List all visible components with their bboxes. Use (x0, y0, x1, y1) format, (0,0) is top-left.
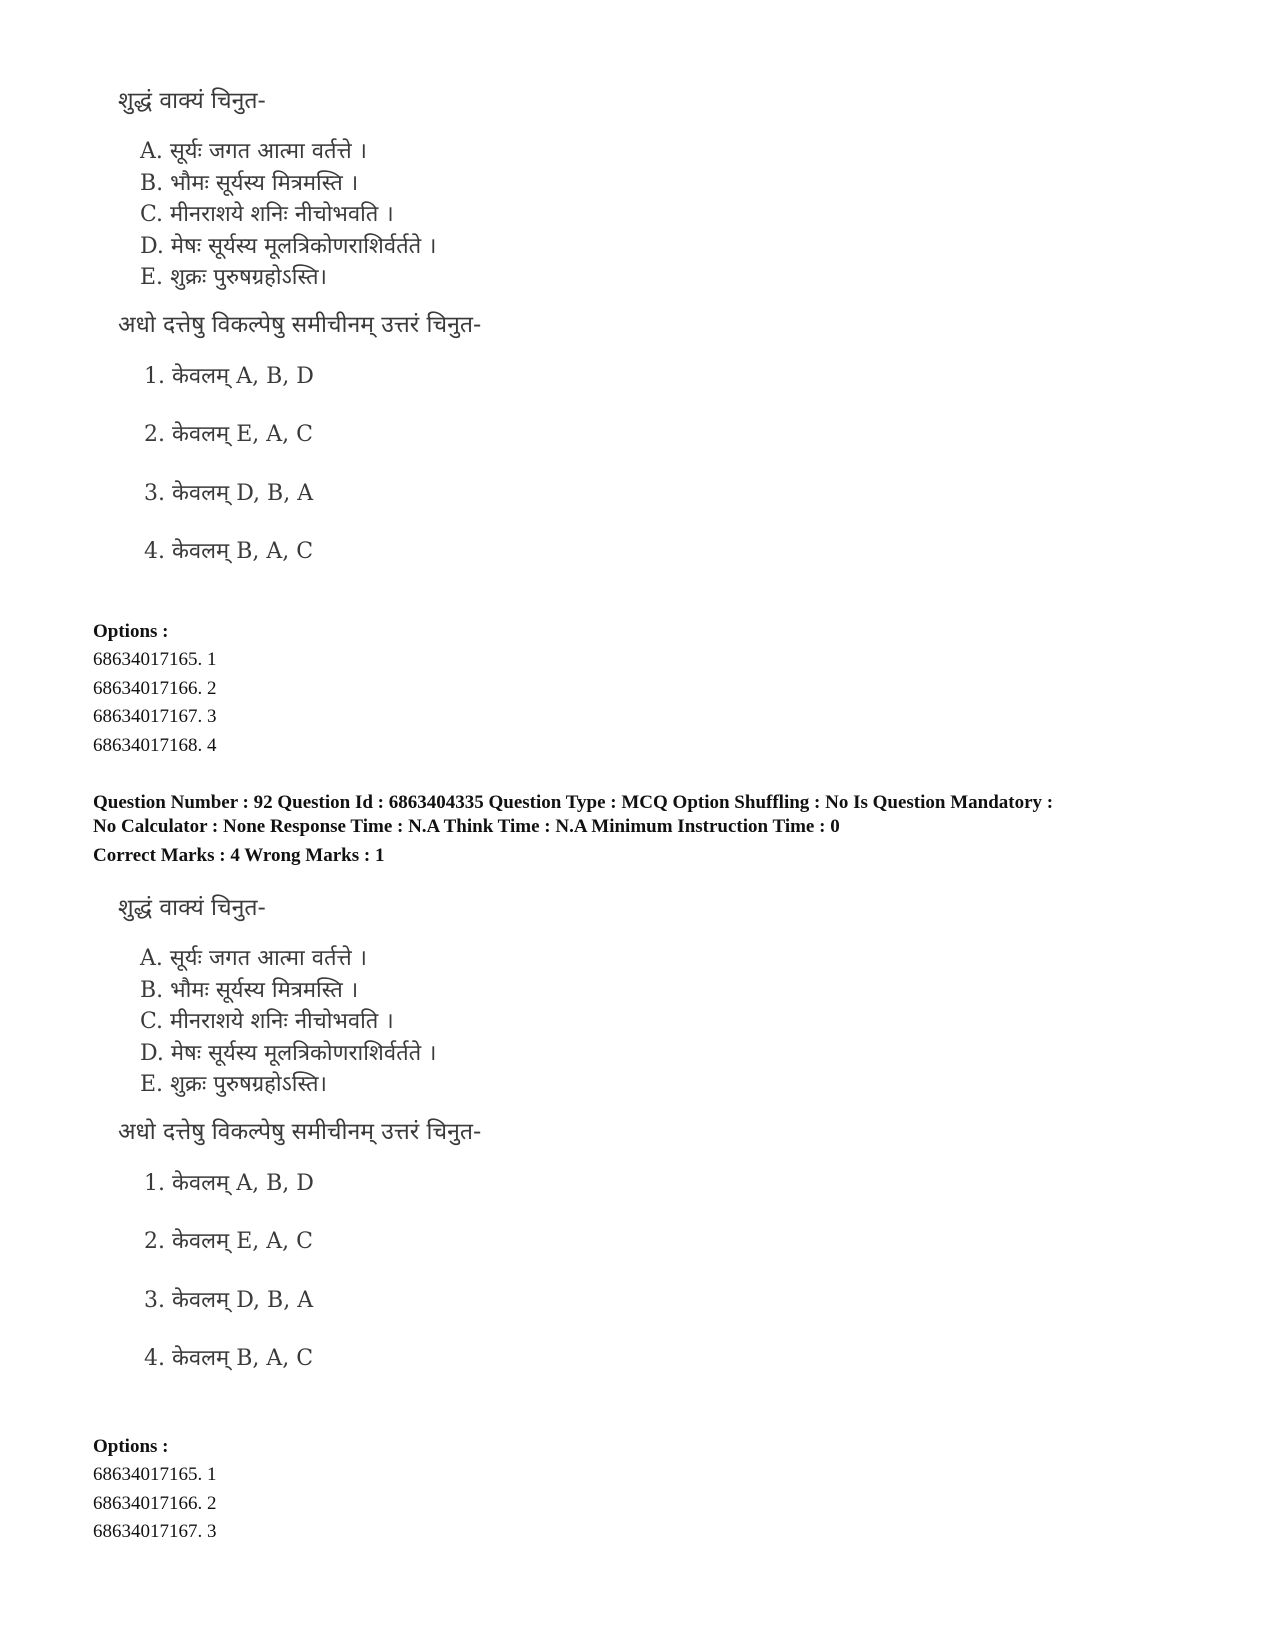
question-image-block-2 (118, 893, 818, 1374)
options-heading: Options : (93, 621, 169, 642)
question-title: शुद्धं वाक्यं चिनुत- (118, 88, 266, 114)
statement-item: E. शुक्रः पुरुषग्रहोऽस्ति। (140, 1072, 327, 1097)
statement-item: C. मीनराशये शनिः नीचोभवति । (140, 202, 394, 227)
question-instruction: अधो दत्तेषु विकल्पेषु समीचीनम् उत्तरं चिनुत- (118, 311, 482, 338)
choice-item: 2. केवलम् E, A, C (144, 1229, 313, 1254)
statement-item: A. सूर्यः जगत आत्मा वर्तत्ते । (140, 139, 368, 164)
option-item: 68634017166. 2 (93, 1492, 217, 1514)
statement-item: C. मीनराशये शनिः नीचोभवति । (140, 1009, 394, 1034)
statement-item: B. भौमः सूर्यस्य मित्रमस्ति । (140, 170, 359, 196)
options-section-2 (93, 1433, 217, 1547)
options-list (93, 1461, 217, 1547)
choice-item: 4. केवलम् B, A, C (144, 1346, 314, 1371)
question-meta (93, 791, 1203, 868)
statement-item: D. मेषः सूर्यस्य मूलत्रिकोणराशिर्वर्तते । (140, 1040, 437, 1066)
options-heading: Options : (93, 1436, 169, 1457)
statement-item: B. भौमः सूर्यस्य मित्रमस्ति । (140, 977, 359, 1003)
choice-item: 2. केवलम् E, A, C (144, 422, 313, 447)
statement-list (140, 943, 818, 1101)
options-section-1 (93, 618, 217, 760)
statement-item: D. मेषः सूर्यस्य मूलत्रिकोणराशिर्वर्तते । (140, 233, 437, 259)
statement-list (140, 136, 818, 294)
choice-item: 3. केवलम् D, B, A (144, 480, 314, 506)
marks-line: Correct Marks : 4 Wrong Marks : 1 (93, 845, 385, 866)
option-item: 68634017167. 3 (93, 1521, 217, 1542)
option-item: 68634017166. 2 (93, 677, 217, 699)
statement-item: E. शुक्रः पुरुषग्रहोऽस्ति। (140, 265, 327, 290)
choice-item: 4. केवलम् B, A, C (144, 539, 314, 564)
option-item: 68634017165. 1 (93, 1464, 217, 1485)
choice-item: 3. केवलम् D, B, A (144, 1287, 314, 1313)
option-item: 68634017168. 4 (93, 734, 217, 756)
question-title: शुद्धं वाक्यं चिनुत- (118, 895, 266, 921)
choice-item: 1. केवलम् A, B, D (144, 363, 314, 389)
choice-item: 1. केवलम् A, B, D (144, 1170, 314, 1196)
choice-list (144, 362, 818, 568)
option-item: 68634017167. 3 (93, 706, 217, 727)
option-item: 68634017165. 1 (93, 649, 217, 670)
question-meta-line-1: Question Number : 92 Question Id : 6863404335 Question Type : MCQ Option Shuffling : No Is Question Mandatory : (93, 792, 1054, 813)
choice-list (144, 1169, 818, 1375)
options-list (93, 646, 217, 760)
statement-item: A. सूर्यः जगत आत्मा वर्तत्ते । (140, 946, 368, 971)
question-instruction: अधो दत्तेषु विकल्पेषु समीचीनम् उत्तरं चिनुत- (118, 1118, 482, 1145)
question-meta-line-2: No Calculator : None Response Time : N.A Think Time : N.A Minimum Instruction Time : 0 (93, 815, 840, 837)
question-image-block-1 (118, 86, 818, 567)
